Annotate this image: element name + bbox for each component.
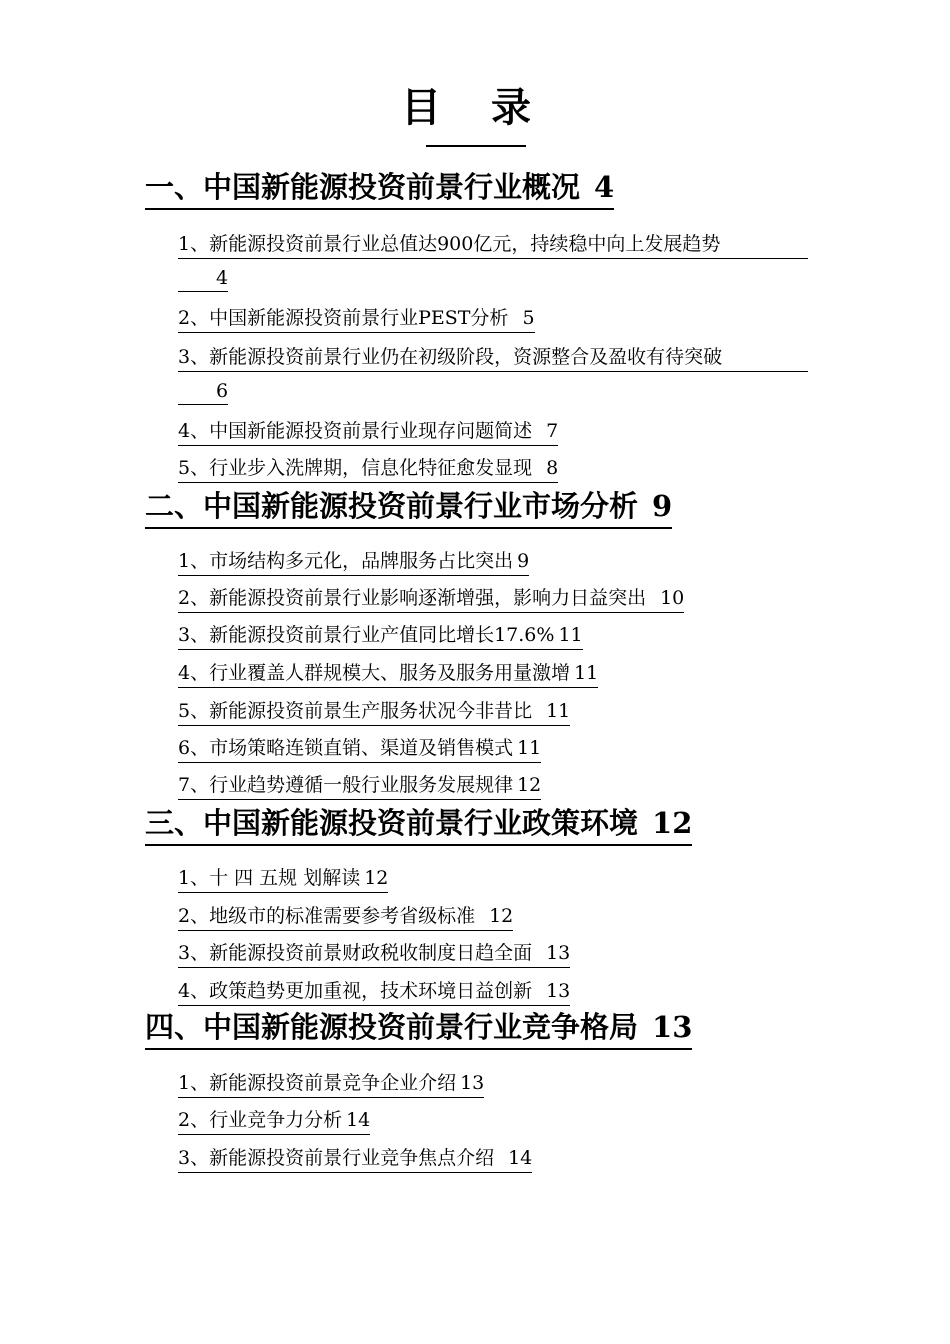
toc-page-number: 11 xyxy=(574,662,599,684)
toc-item-label: 5、新能源投资前景生产服务状况今非昔比 xyxy=(178,700,533,722)
toc-item-2-7[interactable] xyxy=(178,772,541,800)
toc-section-label: 三、中国新能源投资前景行业政策环境 xyxy=(145,806,639,840)
toc-page-number: 14 xyxy=(508,1147,533,1169)
toc-item-3-2[interactable] xyxy=(178,903,513,931)
toc-item-1-3[interactable] xyxy=(178,343,808,406)
toc-item-2-4[interactable] xyxy=(178,660,598,688)
toc-item-2-3[interactable] xyxy=(178,622,583,650)
toc-page-number: 9 xyxy=(652,489,673,523)
toc-page-number: 13 xyxy=(652,1010,693,1044)
toc-section-1[interactable] xyxy=(145,168,614,210)
toc-item-label: 6、市场策略连锁直销、渠道及销售模式 xyxy=(178,737,514,759)
toc-item-label: 1、新能源投资前景行业总值达900亿元，持续稳中向上发展趋势 xyxy=(178,230,808,259)
toc-page-number: 12 xyxy=(364,867,389,889)
toc-item-2-2[interactable] xyxy=(178,585,684,613)
toc-page-number: 5 xyxy=(522,307,535,329)
toc-item-label: 1、新能源投资前景竞争企业介绍 xyxy=(178,1072,457,1094)
toc-page-number: 4 xyxy=(178,265,228,292)
toc-section-2[interactable] xyxy=(145,487,672,529)
toc-item-1-4[interactable] xyxy=(178,418,558,446)
toc-item-1-1[interactable] xyxy=(178,230,808,293)
toc-item-label: 3、新能源投资前景行业产值同比增长17.6% xyxy=(178,624,555,646)
toc-item-4-2[interactable] xyxy=(178,1107,370,1135)
toc-page-number: 12 xyxy=(517,774,542,796)
toc-item-label: 3、新能源投资前景财政税收制度日趋全面 xyxy=(178,942,533,964)
toc-page-number: 14 xyxy=(346,1109,371,1131)
toc-item-1-5[interactable] xyxy=(178,455,558,483)
toc-page-number: 9 xyxy=(517,550,530,572)
toc-item-label: 1、十 四 五规 划解读 xyxy=(178,867,361,889)
toc-item-4-3[interactable] xyxy=(178,1145,532,1173)
toc-item-3-4[interactable] xyxy=(178,978,570,1006)
toc-section-3[interactable] xyxy=(145,804,692,846)
toc-page-number: 12 xyxy=(489,905,514,927)
toc-page-number: 11 xyxy=(517,737,542,759)
toc-page-number: 6 xyxy=(178,378,228,405)
toc-item-label: 2、地级市的标准需要参考省级标准 xyxy=(178,905,476,927)
toc-item-2-6[interactable] xyxy=(178,735,541,763)
toc-page-number: 12 xyxy=(652,806,693,840)
toc-page-number: 10 xyxy=(660,587,685,609)
toc-page-number: 7 xyxy=(546,420,559,442)
toc-page-number: 4 xyxy=(594,170,615,204)
toc-item-1-2[interactable] xyxy=(178,305,535,333)
toc-item-3-3[interactable] xyxy=(178,940,570,968)
toc-section-4[interactable] xyxy=(145,1008,692,1050)
toc-section-label: 一、中国新能源投资前景行业概况 xyxy=(145,170,581,204)
toc-page-number: 11 xyxy=(546,700,571,722)
toc-page-number: 13 xyxy=(546,980,571,1002)
toc-page-number: 8 xyxy=(546,457,559,479)
toc-page-number: 13 xyxy=(460,1072,485,1094)
toc-item-label: 4、中国新能源投资前景行业现存问题简述 xyxy=(178,420,533,442)
toc-item-4-1[interactable] xyxy=(178,1070,484,1098)
toc-item-label: 4、政策趋势更加重视，技术环境日益创新 xyxy=(178,980,533,1002)
toc-item-label: 2、行业竞争力分析 xyxy=(178,1109,343,1131)
toc-item-3-1[interactable] xyxy=(178,865,388,893)
toc-item-label: 2、中国新能源投资前景行业PEST分析 xyxy=(178,307,509,329)
toc-item-label: 2、新能源投资前景行业影响逐渐增强，影响力日益突出 xyxy=(178,587,647,609)
toc-page-number: 11 xyxy=(558,624,583,646)
toc-item-label: 3、新能源投资前景行业仍在初级阶段，资源整合及盈收有待突破 xyxy=(178,343,808,372)
toc-page-number: 13 xyxy=(546,942,571,964)
toc-section-label: 四、中国新能源投资前景行业竞争格局 xyxy=(145,1010,639,1044)
toc-item-label: 3、新能源投资前景行业竞争焦点介绍 xyxy=(178,1147,495,1169)
toc-section-label: 二、中国新能源投资前景行业市场分析 xyxy=(145,489,639,523)
toc-item-label: 7、行业趋势遵循一般行业服务发展规律 xyxy=(178,774,514,796)
toc-title: 目 录 xyxy=(401,84,549,131)
toc-item-2-1[interactable] xyxy=(178,548,529,576)
toc-item-label: 4、行业覆盖人群规模大、服务及服务用量激增 xyxy=(178,662,571,684)
toc-item-label: 1、市场结构多元化，品牌服务占比突出 xyxy=(178,550,514,572)
toc-item-label: 5、行业步入洗牌期，信息化特征愈发显现 xyxy=(178,457,533,479)
toc-item-2-5[interactable] xyxy=(178,698,570,726)
